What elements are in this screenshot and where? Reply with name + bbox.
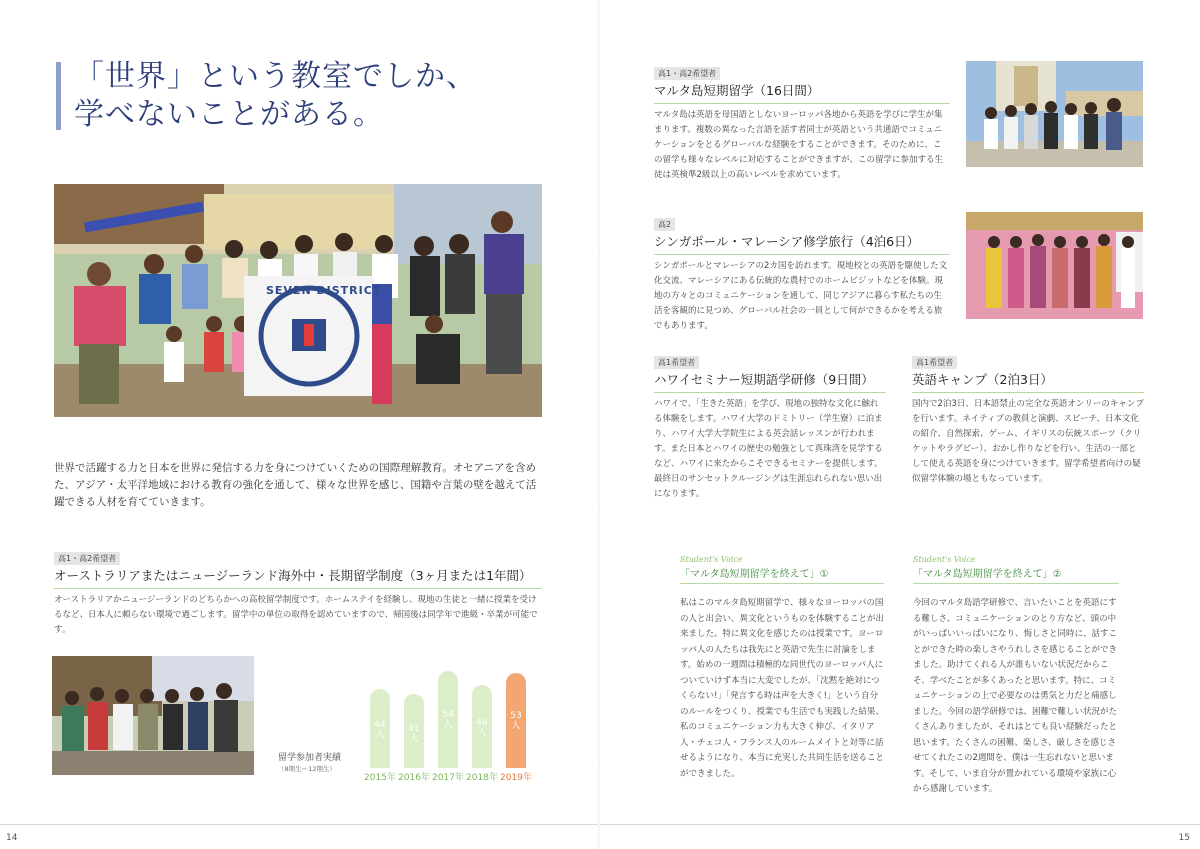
chart-year-label: 2019年 <box>500 773 532 783</box>
section-hawaii <box>654 350 886 502</box>
voice-1-title: 「マルタ島短期留学を終えて」① <box>680 565 884 584</box>
malta-body: マルタ島は英語を母国語としないヨーロッパ各地から英語を学びに学生が集まります。複数の異なった言語を話す者同士が英語という共通語でコミュニケーションをとるグローバルな経験をすることができます。そのために、この留学も様々なレベルに対応することができますが、この留学に参加する生徒は英検準2級以上の高いレベルを求めています。 <box>654 110 944 180</box>
camp-body: 国内で2泊3日、日本語禁止の完全な英語オンリーのキャンプを行います。ネイティブの教員と演劇、スピーチ、日本文化の紹介、自然探索、ゲーム、イギリスの伝統スポーツ（クリケットやラグビー）、おかし作りなどを行い、生活の一部として使える英語を身につけていきます。留学希望者向けの疑似留学体験の場ともなっています。 <box>912 399 1144 484</box>
intro-text: 世界で活躍する力と日本を世界に発信する力を身につけていくための国際理解教育。オセアニアを含めた、アジア・太平洋地域における教育の強化を通して、様々な世界を感じ、国籍や言葉の壁を越えて活躍できる人材を育てていきます。 <box>54 462 537 508</box>
singapore-title: シンガポール・マレーシア修学旅行（4泊6日） <box>654 233 950 255</box>
footer-rule-left <box>0 824 600 825</box>
voice-2-label: Student's Voice <box>913 555 976 564</box>
chart-subcaption: （8期生〜12期生） <box>278 765 336 773</box>
group-photo-flag <box>54 184 542 417</box>
page-number-left: 14 <box>6 833 18 843</box>
camp-tag: 高1希望者 <box>912 356 957 369</box>
section-english-camp <box>912 350 1144 487</box>
section-body: オーストラリアかニュージーランドのどちらかへの高校留学制度です。ホームステイを経験し、現地の生徒と一緒に授業を受けるなど、日本人に頼らない環境で過ごします。留学中の単位の取得を認めていますので、帰国後は同学年で進級・卒業が可能です。 <box>54 595 538 635</box>
right-page <box>600 0 1200 849</box>
singapore-tag: 高2 <box>654 218 675 231</box>
title-accent-bar <box>56 62 61 130</box>
student-voice-2 <box>913 555 1119 798</box>
voice-1-body: 私はこのマルタ島短期留学で、様々なヨーロッパの国の人と出会い、異文化というものを体験することが出来ました。特に異文化を感じたのは授業です。ヨーロッパ人の人たちは我先にと英語で先生に討論をします。始めの一週間は積極的な同世代のヨーロッパ人についていけず本当に大変でしたが、「沈黙を絶対につくらない!」「発言する時は声を大きく!」という自分のルールをつくり、授業でも生活でも実践した結果、私のコミュニケーション力も大きく伸び、イタリア人・チェコ人・フランス人のルームメイトと対等に話せるようになり、本当に充実した共同生活を送ることができました。 <box>680 598 885 779</box>
voice-2-body: 今回のマルタ島語学研修で、言いたいことを英語にする難しさ、コミュニケーションのとり方など、頭の中がいっぱいいっぱいになり、悔しさと同時に、話すことができた時の楽しさやうれしさを感じることができました。助けてくれる人が誰もいない状況だからこそ、学べたことが多くあったと思います。特に、コミュニケーションの上で必要なのは勇気と力だと痛感しました。今回の語学研修では、困難で難しい状況がたくさんありましたが、それはとても良い経験だったと思います。たくさんの困難、楽しさ、厳しさを感じさせてくれたこの2週間を、僕は一生忘れないと思います。そして、いま自分が置かれている環境や家族に心から感謝しています。 <box>913 598 1118 794</box>
singapore-photo <box>966 212 1143 319</box>
group-photo-illustration <box>54 184 542 417</box>
voice-1-label: Student's Voice <box>680 555 743 564</box>
chart-value-label: 44 人 <box>374 720 386 741</box>
section-australia <box>54 546 542 638</box>
chart-value-label: 53 人 <box>510 710 522 731</box>
footer-rule-right <box>600 824 1200 825</box>
page-title <box>74 58 477 134</box>
chart-caption: 留学参加者実績 <box>278 753 342 763</box>
chart-year-label: 2018年 <box>466 773 498 783</box>
section-malta <box>654 61 950 183</box>
title-line-1: 「世界」という教室でしか、 <box>74 59 477 94</box>
section-tag: 高1・高2希望者 <box>54 552 120 565</box>
chart-year-label: 2016年 <box>398 773 430 783</box>
singapore-body: シンガポールとマレーシアの2カ国を訪れます。現地校との英語を駆使した文化交流、マレーシアにある伝統的な農村でのホームビジットなどを体験。現地の方々とのコミュニケーションを通して、同じアジアに暮らす私たちの生活を客観的に見つめ、グローバル社会の一員として何ができるかを考える旅でもあります。 <box>654 261 948 331</box>
page-number-right: 15 <box>1178 833 1190 843</box>
hawaii-tag: 高1希望者 <box>654 356 699 369</box>
chart-year-label: 2017年 <box>432 773 464 783</box>
group-photo-small <box>52 656 254 775</box>
camp-title: 英語キャンプ（2泊3日） <box>912 371 1144 393</box>
chart-value-label: 46 人 <box>476 718 488 739</box>
malta-tag: 高1・高2希望者 <box>654 67 720 80</box>
malta-title: マルタ島短期留学（16日間） <box>654 82 950 104</box>
chart-value-label: 54 人 <box>442 709 454 730</box>
small-photo-illustration <box>52 656 254 775</box>
hawaii-body: ハワイで、「生きた英語」を学び、現地の独特な文化に触れる体験をします。ハワイ大学のドミトリー（学生寮）に泊まり、ハワイ大学大学院生による英会話レッスンが行われます。また日本とハワイの歴史の勉強として真珠湾を見学するなど、ハワイに来たからこそできるセミナーを提供します。最終日のサンセットクルージングは生涯忘れられない思い出になります。 <box>654 399 883 499</box>
student-voice-1 <box>680 555 884 782</box>
chart-value-label: 41 人 <box>408 723 420 744</box>
voice-2-title: 「マルタ島短期留学を終えて」② <box>913 565 1119 584</box>
malta-photo-illustration <box>966 61 1143 167</box>
hawaii-title: ハワイセミナー短期語学研修（9日間） <box>654 371 886 393</box>
singapore-photo-illustration <box>966 212 1143 319</box>
section-title: オーストラリアまたはニュージーランド海外中・長期留学制度（3ヶ月または1年間） <box>54 567 542 589</box>
section-singapore <box>654 212 950 334</box>
chart-year-label: 2015年 <box>364 773 396 783</box>
title-line-2: 学べないことがある。 <box>74 97 384 132</box>
flag-text: SEVEN DISTRICT <box>266 284 382 297</box>
participants-chart <box>278 650 548 783</box>
malta-photo <box>966 61 1143 167</box>
